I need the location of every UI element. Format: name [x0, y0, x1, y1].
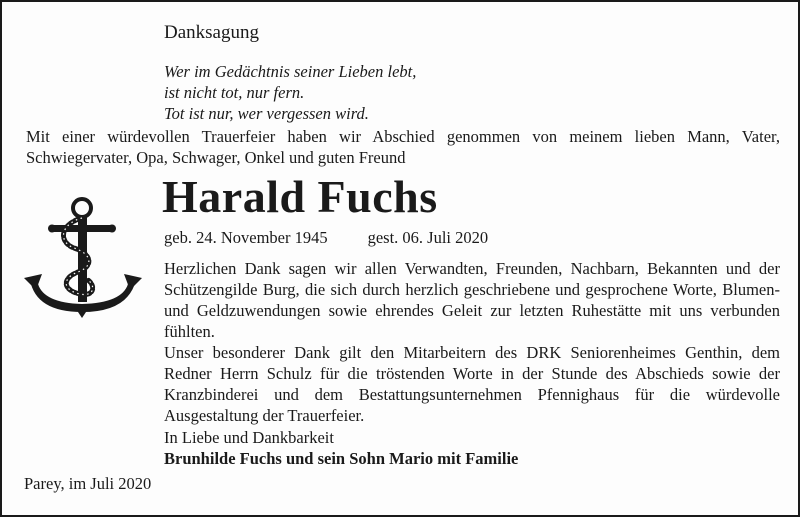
poem-line: Wer im Gedächtnis seiner Lieben lebt, [164, 62, 417, 81]
life-dates [164, 228, 488, 248]
poem-line: Tot ist nur, wer vergessen wird. [164, 104, 369, 123]
poem-line: ist nicht tot, nur fern. [164, 83, 305, 102]
thanks-paragraph: Herzlichen Dank sagen wir allen Verwandten, Freunden, Nachbarn, Bekannten und der Schützengilde Burg, die sich durch herzlich geschriebene und gesprochene Worte, Blumen- und Geldzuwendungen sowie ehrendes Geleit zur letzten Ruhestätte mit uns verbunden fühlten. [164, 259, 780, 341]
birth-date: geb. 24. November 1945 [164, 228, 328, 247]
death-date: gest. 06. Juli 2020 [367, 228, 489, 247]
memorial-poem [164, 61, 416, 124]
thanks-text [164, 258, 780, 426]
anchor-with-rope-icon [22, 194, 144, 322]
place-date: Parey, im Juli 2020 [24, 474, 152, 493]
closing-block [164, 427, 518, 469]
intro-text: Mit einer würdevollen Trauerfeier haben wir Abschied genommen von meinem lieben Mann, Vater, Schwiegervater, Opa, Schwager, Onkel und guten Freund [26, 127, 780, 167]
signature: Brunhilde Fuchs und sein Sohn Mario mit Familie [164, 449, 519, 468]
thanks-paragraph: Unser besonderer Dank gilt den Mitarbeitern des DRK Seniorenheimes Genthin, dem Redner Herrn Schulz für die tröstenden Worte in der Stunde des Abschieds sowie der Kranzbinderei und dem Bestattungsunternehmen Pfennighaus für die würdevolle Ausgestaltung der Trauerfeier. [164, 343, 780, 425]
closing-phrase: In Liebe und Dankbarkeit [164, 428, 334, 447]
notice-heading: Danksagung [164, 22, 259, 43]
deceased-name: Harald Fuchs [162, 171, 438, 222]
